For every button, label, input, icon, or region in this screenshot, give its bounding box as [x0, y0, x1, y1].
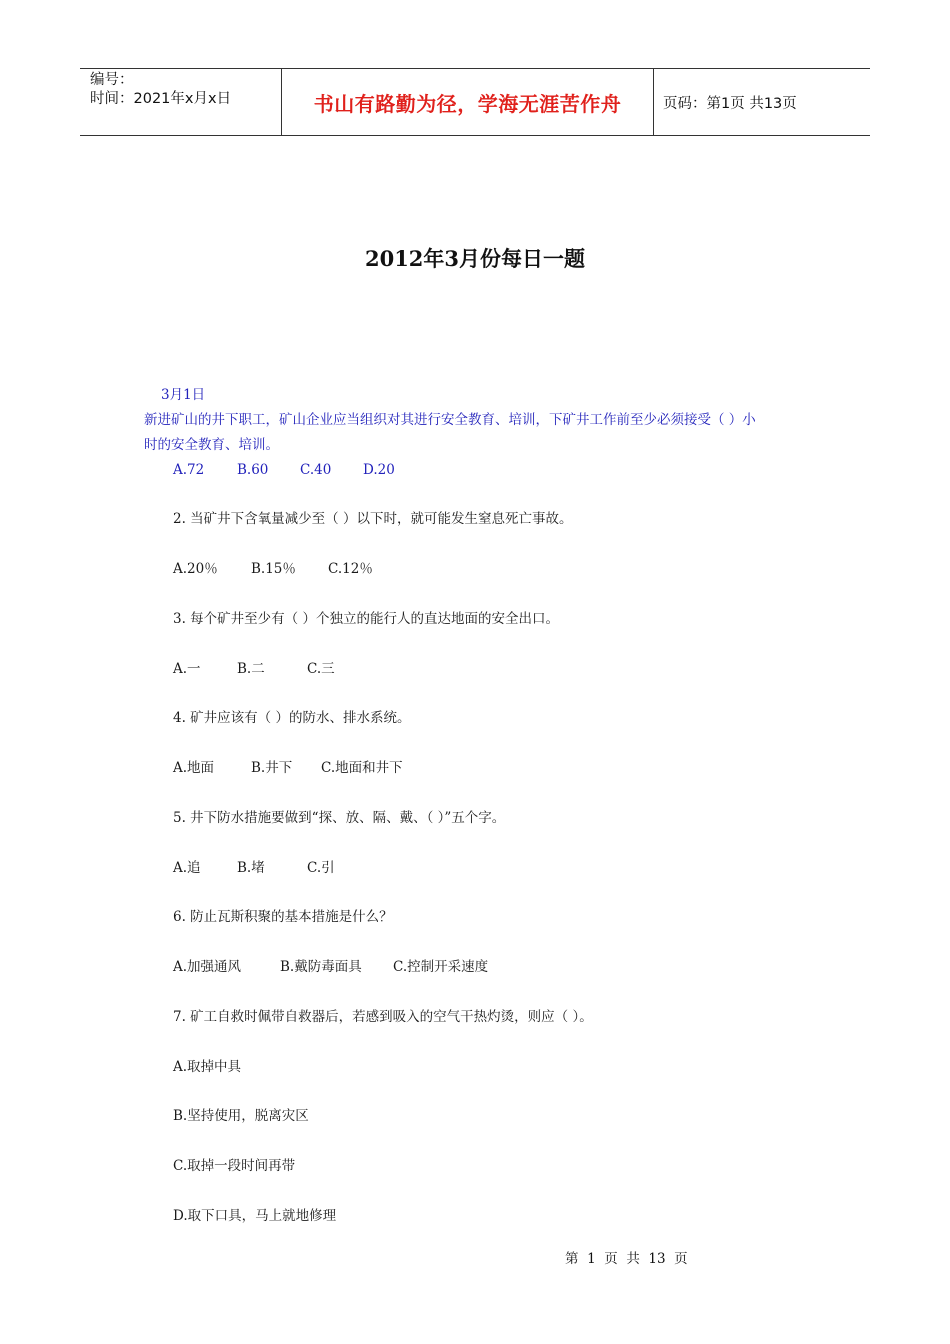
page-footer: 第 1 页 共 13 页 — [565, 1251, 688, 1267]
question-7-option-a: A.取掉中具 — [173, 1059, 242, 1075]
option-d: D.20 — [363, 462, 395, 478]
option-a: A.20％ — [173, 561, 218, 577]
question-2: 2. 当矿井下含氧量减少至（ ）以下时，就可能发生窒息死亡事故。 — [173, 511, 573, 527]
option-b: B.井下 — [251, 760, 293, 776]
question-6-options — [173, 958, 488, 976]
option-a: A.地面 — [173, 760, 215, 776]
option-a: A.追 — [173, 860, 201, 876]
question-7-option-c: C.取掉一段时间再带 — [173, 1158, 296, 1174]
option-c: C.12％ — [328, 561, 373, 577]
question-2-options — [173, 560, 373, 578]
option-b: B.戴防毒面具 — [280, 959, 362, 975]
question-3-options — [173, 660, 335, 678]
time-label: 时间：2021年x月x日 — [90, 91, 232, 107]
header-meta — [80, 69, 281, 135]
option-c: C.引 — [307, 860, 335, 876]
option-c: C.控制开采速度 — [393, 959, 489, 975]
question-6: 6. 防止瓦斯积聚的基本措施是什么？ — [173, 909, 393, 925]
question-7-option-b: B.坚持使用，脱离灾区 — [173, 1108, 309, 1124]
question-7-option-d: D.取下口具，马上就地修理 — [173, 1208, 337, 1224]
question-7: 7. 矿工自救时佩带自救器后，若感到吸入的空气干热灼烫，则应（ ）。 — [173, 1009, 593, 1025]
header-page-info: 页码：第1页 共13页 — [663, 95, 797, 112]
option-b: B.60 — [237, 462, 269, 478]
option-c: C.三 — [307, 661, 335, 677]
option-c: C.地面和井下 — [321, 760, 403, 776]
option-a: A.72 — [173, 462, 205, 478]
header-table — [80, 68, 870, 136]
option-b: B.15％ — [251, 561, 296, 577]
question-1-line-1: 新进矿山的井下职工，矿山企业应当组织对其进行安全教育、培训，下矿井工作前至少必须接受（ ）小 — [144, 412, 756, 428]
question-4: 4. 矿井应该有（ ）的防水、排水系统。 — [173, 710, 411, 726]
header-motto: 书山有路勤为径，学海无涯苦作舟 — [281, 69, 654, 135]
question-1-line-2: 时的安全教育、培训。 — [144, 437, 279, 453]
question-3: 3. 每个矿井至少有（ ）个独立的能行人的直达地面的安全出口。 — [173, 611, 559, 627]
option-c: C.40 — [300, 462, 332, 478]
option-b: B.二 — [237, 661, 265, 677]
document-title: 2012年3月份每日一题 — [364, 246, 586, 271]
question-1-options — [173, 461, 395, 479]
number-label: 编号： — [90, 72, 134, 88]
question-5-options — [173, 859, 335, 877]
question-4-options — [173, 759, 403, 777]
option-b: B.堵 — [237, 860, 265, 876]
option-a: A.加强通风 — [173, 959, 242, 975]
day-date: 3月1日 — [161, 387, 206, 403]
question-5: 5. 井下防水措施要做到“探、放、隔、戴、（ ）”五个字。 — [173, 810, 506, 826]
option-a: A.一 — [173, 661, 201, 677]
